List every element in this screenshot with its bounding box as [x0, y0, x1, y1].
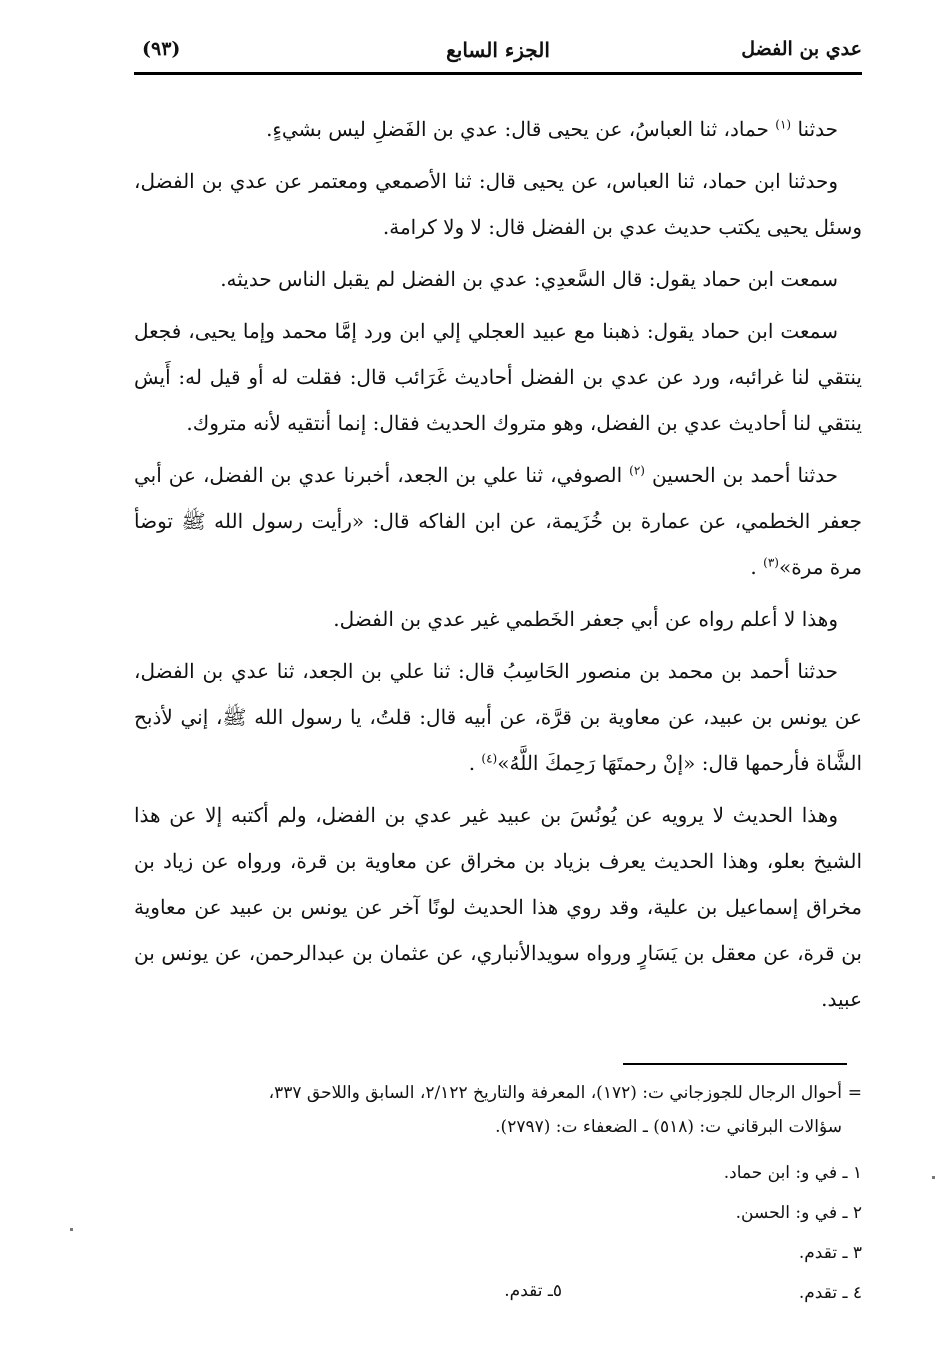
paragraph-text: حدثنا أحمد بن الحسين: [652, 463, 839, 487]
paragraph-1: [134, 106, 862, 152]
header-divider: [134, 72, 862, 75]
page-number: (٩٣): [142, 38, 181, 60]
footnote-4: ٤ ـ تقدم.: [798, 1283, 862, 1303]
footnote-2: ٢ ـ في و: الحسن.: [735, 1203, 862, 1223]
footnote-ref-3: (٣): [763, 555, 779, 570]
paragraph-8: وهذا الحديث لا يرويه عن يُونُسَ بن عبيد غير عدي بن الفضل، ولم أكتبه إلا عن هذا الشيخ بعلو، وهذا الحديث يعرف بزياد بن مخراق عن معاوية بن قرة، ورواه عن زياد بن مخراق إسماعيل بن علية، وقد روي هذا الحديث لونًا آخر عن يونس بن عبيد عن معاوية بن قرة، عن معقل بن يَسَارٍ ورواه سويدالأنباري، عن عثمان بن عبدالرحمن، عن يونس بن عبيد.: [134, 803, 862, 1011]
paragraph-text: .: [750, 555, 757, 579]
header-section-title: عدي بن الفضل: [741, 38, 862, 60]
paragraph-4: سمعت ابن حماد يقول: ذهبنا مع عبيد العجلي إلي ابن ورد إمَّا محمد وإما يحيى، فجعل ينتقي لنا غرائبه، ورد عن عدي بن الفضل أحاديث غَرَائب قال: فقلت له أو قيل له: أَيش ينتقي لنا أحاديث عدي بن الفضل، وهو متروك الحديث فقال: إنما أنتقيه لأنه متروك.: [134, 319, 862, 435]
footnote-ref-4: (٤): [481, 751, 498, 766]
footnote-5: ٥ـ تقدم.: [504, 1281, 562, 1301]
footnote-1: ١ ـ في و: ابن حماد.: [723, 1163, 862, 1183]
paragraph-text: حماد، ثنا العباسُ، عن يحيى قال: عدي بن الفَضلِ ليس بشيءٍ.: [266, 117, 769, 141]
footnote-continuation-line-2: سؤالات البرقاني ت: (٥١٨) ـ الضعفاء ت: (٢٧٩٧).: [495, 1117, 842, 1137]
paragraph-text: .: [468, 751, 476, 775]
main-text: [134, 106, 862, 1024]
scan-speck: [70, 1228, 73, 1231]
paragraph-7: [134, 648, 862, 786]
footnote-ref-1: (١): [775, 117, 792, 132]
paragraph-text: حدثنا أحمد بن محمد بن منصور الحَاسِبُ قال: ثنا علي بن الجعد، ثنا عدي بن الفضل، عن يونس بن عبيد، عن معاوية بن قرَّة، عن أبيه قال: قلتُ، يا رسول الله ﷺ، إني لأذبح الشَّاة فأرحمها قال: «إنْ رحمتَهَا رَحِمكَ اللَّهُ»: [134, 659, 862, 775]
header-volume-title: الجزء السابع: [446, 38, 550, 62]
paragraph-text: حدثنا: [797, 117, 838, 141]
paragraph-5: [134, 452, 862, 590]
paragraph-text: الصوفي، ثنا علي بن الجعد، أخبرنا عدي بن الفضل، عن أبي جعفر الخطمي، عن عمارة بن خُزَيمة، عن ابن الفاكه قال: «رأيت رسول الله ﷺ توضأ مرة مرة»: [134, 463, 862, 579]
footnote-ref-2: (٢): [629, 463, 645, 478]
running-header: [134, 38, 862, 72]
footnote-continuation-mark: =: [847, 1083, 862, 1103]
footnote-divider: [623, 1063, 847, 1065]
paragraph-3: سمعت ابن حماد يقول: قال السَّعدِي: عدي بن الفضل لم يقبل الناس حديثه.: [220, 267, 838, 291]
paragraph-6: وهذا لا أعلم رواه عن أبي جعفر الخَطمي غير عدي بن الفضل.: [333, 607, 838, 631]
footnote-3: ٣ ـ تقدم.: [798, 1243, 862, 1263]
scan-speck: [932, 1176, 935, 1179]
footnote-continuation-line-1: أحوال الرجال للجوزجاني ت: (١٧٢)، المعرفة والتاريخ ٢/١٢٢، السابق واللاحق ٣٣٧،: [268, 1083, 842, 1103]
paragraph-2: وحدثنا ابن حماد، ثنا العباس، عن يحيى قال: ثنا الأصمعي ومعتمر عن عدي بن الفضل، وسئل يحيى يكتب حديث عدي بن الفضل قال: لا ولا كرامة.: [134, 169, 862, 239]
